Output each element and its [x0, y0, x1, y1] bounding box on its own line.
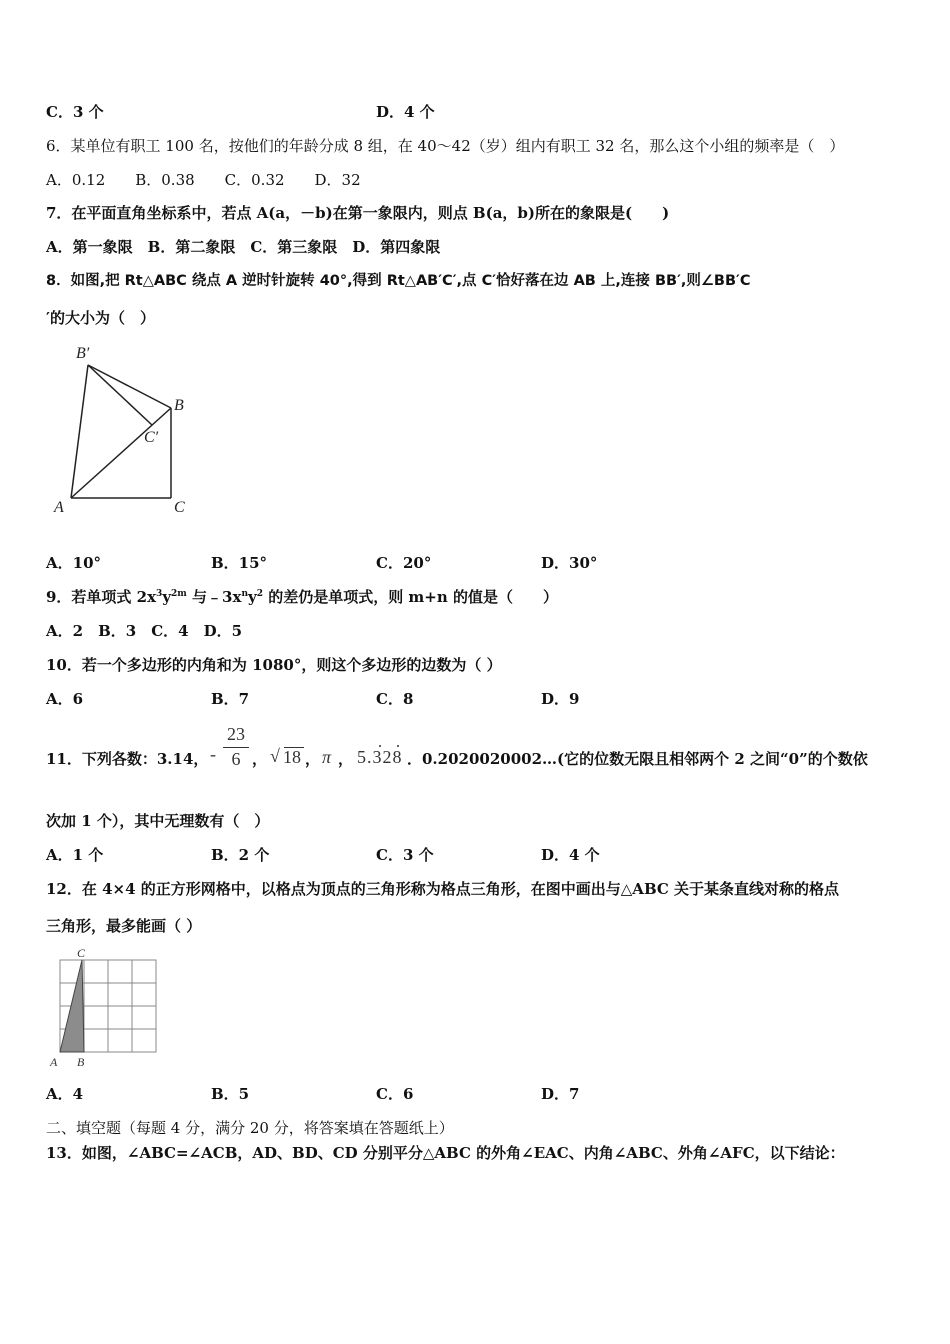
q12-option-d: D．7 — [541, 1085, 580, 1103]
q11-option-b: B．2 个 — [211, 846, 270, 864]
q13-stem: 13．如图，∠ABC=∠ACB，AD、BD、CD 分别平分△ABC 的外角∠EAC、内角∠ABC、外角∠AFC，以下结论： — [46, 1144, 845, 1162]
q9-stem — [46, 587, 558, 607]
q9-exp-2: 2m — [171, 589, 187, 599]
q11-comma-2: ， — [305, 750, 321, 768]
q12-option-a: A．4 — [46, 1085, 84, 1103]
label-b: B — [77, 1055, 85, 1069]
q8-option-a: A．10° — [46, 554, 102, 572]
q11-frac-num: 23 — [227, 724, 245, 744]
q12-option-b: B．5 — [211, 1085, 250, 1103]
q8-option-c: C．20° — [376, 554, 432, 572]
label-a: A — [50, 1055, 58, 1069]
q5-option-c: C．3 个 — [46, 103, 104, 121]
q8-option-d: D．30° — [541, 554, 598, 572]
q9-exp-4: 2 — [256, 589, 263, 599]
q9-exp-1: 3 — [156, 589, 163, 599]
q11-frac-den: 6 — [231, 749, 241, 769]
q10-option-c: C．8 — [376, 690, 414, 708]
q9-stem-mid-1: y — [162, 588, 172, 606]
q12-option-c: C．6 — [376, 1085, 414, 1103]
q11-option-d: D．4 个 — [541, 846, 600, 864]
q12-stem-line2: 三角形，最多能画（ ） — [46, 917, 202, 935]
label-c: C — [174, 499, 185, 516]
label-b: B — [174, 397, 184, 414]
q11-option-a: A．1 个 — [46, 846, 104, 864]
q11-comma-3: ， — [338, 750, 354, 768]
q11-frac-bar — [223, 747, 249, 748]
q11-sqrt-value: 18 — [283, 747, 301, 767]
section-2-heading: 二、填空题（每题 4 分，满分 20 分，将答案填在答题纸上） — [46, 1119, 454, 1137]
q12-stem-line1: 12．在 4×4 的正方形网格中，以格点为顶点的三角形称为格点三角形，在图中画出与△ABC 关于某条直线对称的格点 — [46, 880, 840, 898]
q6-options: A．0.12 B．0.38 C．0.32 D．32 — [46, 171, 361, 189]
q11-repeat-dot-2 — [397, 745, 399, 747]
q9-exp-3: n — [241, 589, 248, 599]
q8-rotation-figure — [46, 340, 206, 525]
label-b-prime: B′ — [76, 345, 90, 362]
q8-option-b: B．15° — [211, 554, 268, 572]
q7-options: A．第一象限 B．第二象限 C．第三象限 D．第四象限 — [46, 238, 441, 256]
q9-stem-post: 的差仍是单项式，则 m+n 的值是（ ） — [262, 588, 558, 606]
segment-a-bprime — [71, 365, 88, 498]
q9-stem-pre: 9．若单项式 2x — [46, 588, 157, 606]
segment-a-b — [71, 408, 171, 498]
q11-repeat-dot-1 — [379, 745, 381, 747]
q11-frac-sign: - — [210, 744, 216, 764]
q10-option-b: B．7 — [211, 690, 250, 708]
q11-stem-line2: 次加 1 个），其中无理数有（ ） — [46, 812, 270, 830]
q5-option-d: D．4 个 — [376, 103, 435, 121]
q11-pi: π — [322, 747, 332, 767]
q9-options: A．2 B．3 C．4 D．5 — [46, 622, 243, 640]
q11-option-c: C．3 个 — [376, 846, 434, 864]
segment-bprime-b — [88, 365, 171, 408]
q10-option-d: D．9 — [541, 690, 580, 708]
q11-prefix: 11．下列各数：3.14， — [46, 750, 209, 768]
q9-stem-mid-2: 与﹣3x — [186, 588, 242, 606]
q8-stem-line1: 8．如图,把 Rt△ABC 绕点 A 逆时针旋转 40°,得到 Rt△AB′C′,点 C′恰好落在边 AB 上,连接 BB′,则∠BB′C — [46, 273, 751, 289]
q12-grid-figure — [46, 945, 161, 1070]
q10-option-a: A．6 — [46, 690, 84, 708]
segment-bprime-cprime — [88, 365, 152, 425]
label-c: C — [77, 946, 86, 960]
q11-comma-1: ， — [252, 750, 268, 768]
q10-stem: 10．若一个多边形的内角和为 1080°，则这个多边形的边数为（ ） — [46, 656, 502, 674]
q11-suffix: ．0.2020020002…(它的位数无限且相邻两个 2 之间“0”的个数依 — [407, 750, 868, 768]
q9-stem-mid-3: y — [247, 588, 257, 606]
q11-repeating-decimal: 5.328 — [357, 747, 403, 767]
label-a: A — [54, 499, 64, 516]
q7-stem: 7．在平面直角坐标系中，若点 A(a，－b)在第一象限内，则点 B(a，b)所在的象限是( ) — [46, 204, 670, 222]
q6-stem: 6．某单位有职工 100 名，按他们的年龄分成 8 组，在 40～42（岁）组内有职工 32 名，那么这个小组的频率是（ ） — [46, 137, 845, 155]
label-c-prime: C′ — [144, 429, 159, 446]
q8-stem-line2: ′的大小为（ ） — [46, 309, 155, 327]
q11-sqrt-sign: √ — [270, 746, 280, 766]
